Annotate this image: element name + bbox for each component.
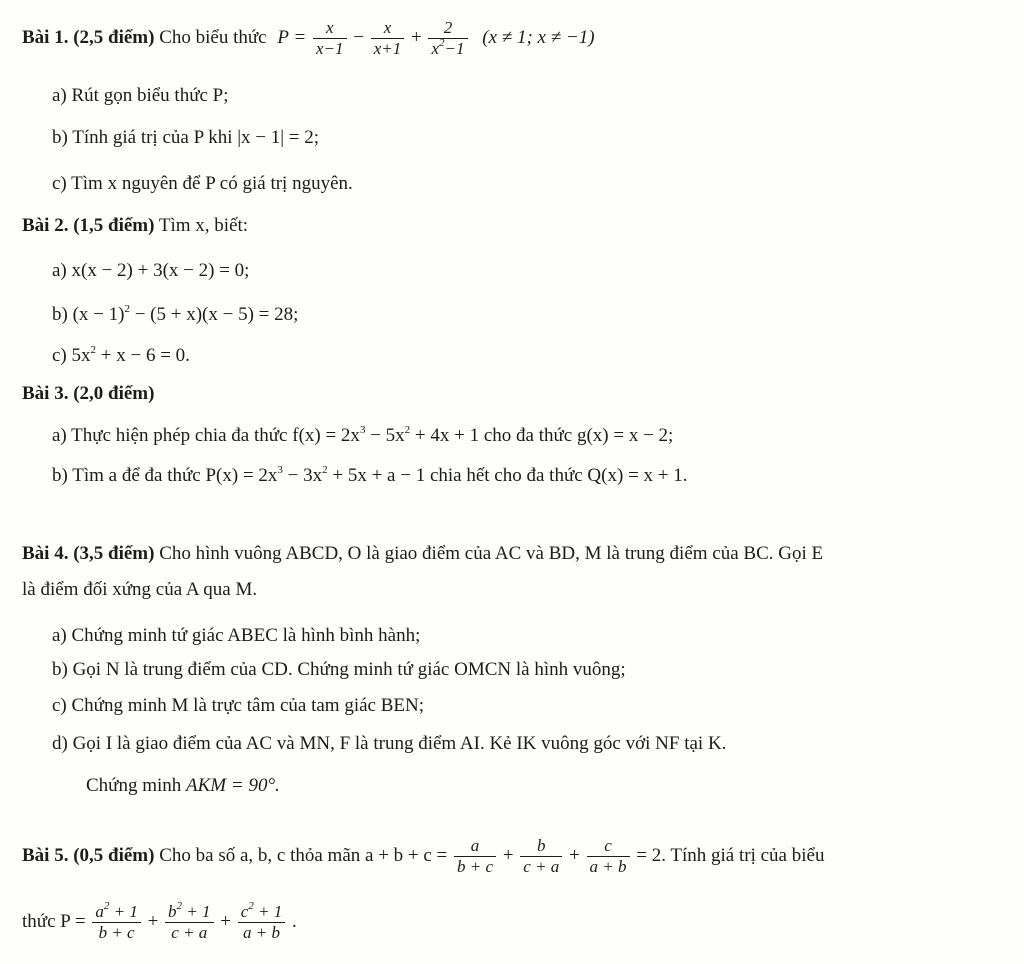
b2-item-a: a) x(x − 2) + 3(x − 2) = 0; — [52, 260, 250, 281]
b5-frac-g-b: $\frac{b^2 + 1}{c + a}$ — [165, 902, 213, 943]
b4-item-c: c) Chứng minh M là trực tâm của tam giác BEN; — [52, 695, 425, 716]
b2-heading — [22, 214, 248, 238]
b1-p-eq: P = — [277, 26, 307, 48]
b4-item-a: a) Chứng minh tứ giác ABEC là hình bình hành; — [52, 625, 421, 646]
b1-frac-2: $\frac{x}{x+1}$ — [371, 18, 405, 59]
b1-intro: Cho biểu thức — [159, 26, 267, 48]
b5-frac-c: $\frac{c}{a + b}$ — [587, 836, 630, 877]
b1-frac-1: $\frac{x}{x-1}$ — [313, 18, 347, 59]
b5-frac-g-c: $\frac{c^2 + 1}{a + b}$ — [238, 902, 286, 943]
b1-heading — [22, 18, 595, 59]
b5-heading: Bài 5. (0,5 điểm) Cho ba số a, b, c thỏa mãn a + b + c = $\frac{a}{b + c}$ + $\frac{b}{c + a}$ + $\frac{c}{a + b}$ = 2. Tính giá trị của biểu — [22, 836, 825, 876]
b2-item-b: b) $(x - 1)^2 - (5 + x)(x - 5) = 28$; — [52, 303, 299, 325]
b5-frac-g-a: $\frac{a^2 + 1}{b + c}$ — [92, 902, 140, 943]
b4-item-b: b) Gọi N là trung điểm của CD. Chứng minh tứ giác OMCN là hình vuông; — [52, 659, 626, 680]
b4-intro-2: là điểm đối xứng của A qua M. — [22, 579, 258, 600]
b4-title: Bài 4. (3,5 điểm) — [22, 543, 155, 564]
b5-title: Bài 5. (0,5 điểm) — [22, 844, 155, 866]
b2-title: Bài 2. (1,5 điểm) — [22, 215, 155, 236]
b5-frac-b: $\frac{b}{c + a}$ — [520, 836, 562, 877]
b5-frac-a: $\frac{a}{b + c}$ — [454, 836, 496, 877]
b1-item-c: c) Tìm x nguyên để P có giá trị nguyên. — [52, 173, 353, 194]
b1-frac-3: $\frac{2}{x^2-1}$ — [428, 18, 467, 59]
b2-item-c: c) $5x^2 + x - 6 = 0$. — [52, 344, 190, 366]
b3-title: Bài 3. (2,0 điểm) — [22, 383, 155, 404]
b3-item-a: a) Thực hiện phép chia đa thức $f(x) = 2x^3 - 5x^2 + 4x + 1$ cho đa thức g(x) = x − 2; — [52, 424, 674, 446]
b4-heading — [22, 542, 823, 566]
b1-item-a: a) Rút gọn biểu thức P; — [52, 85, 229, 106]
b5-intro: Cho ba số a, b, c thỏa mãn a + b + c = — [159, 844, 448, 866]
b2-intro: Tìm x, biết: — [158, 215, 249, 236]
b3-heading — [22, 382, 154, 406]
b5-line-2: thức P = $\frac{a^2 + 1}{b + c}$ + $\frac{b^2 + 1}{c + a}$ + $\frac{c^2 + 1}{a + b}$ . — [22, 900, 297, 942]
b1-item-b: b) Tính giá trị của P khi |x − 1| = 2; — [52, 127, 320, 148]
b4-item-d-2: Chứng minh AKM = 90°. — [86, 775, 280, 796]
b5-tail: = 2. Tính giá trị của biểu — [636, 844, 825, 866]
b1-condition: (x ≠ 1; x ≠ −1) — [482, 26, 595, 48]
b1-minus: − — [353, 26, 364, 48]
b1-plus: + — [411, 26, 422, 48]
b4-intro-1: Cho hình vuông ABCD, O là giao điểm của AC và BD, M là trung điểm của BC. Gọi E — [159, 543, 824, 564]
b3-item-b: b) Tìm a để đa thức $P(x) = 2x^3 - 3x^2 + 5x + a - 1$ chia hết cho đa thức Q(x) = x + 1. — [52, 464, 688, 486]
b1-title: Bài 1. (2,5 điểm) — [22, 26, 155, 48]
b4-item-d: d) Gọi I là giao điểm của AC và MN, F là trung điểm AI. Kẻ IK vuông góc với NF tại K. — [52, 733, 727, 754]
